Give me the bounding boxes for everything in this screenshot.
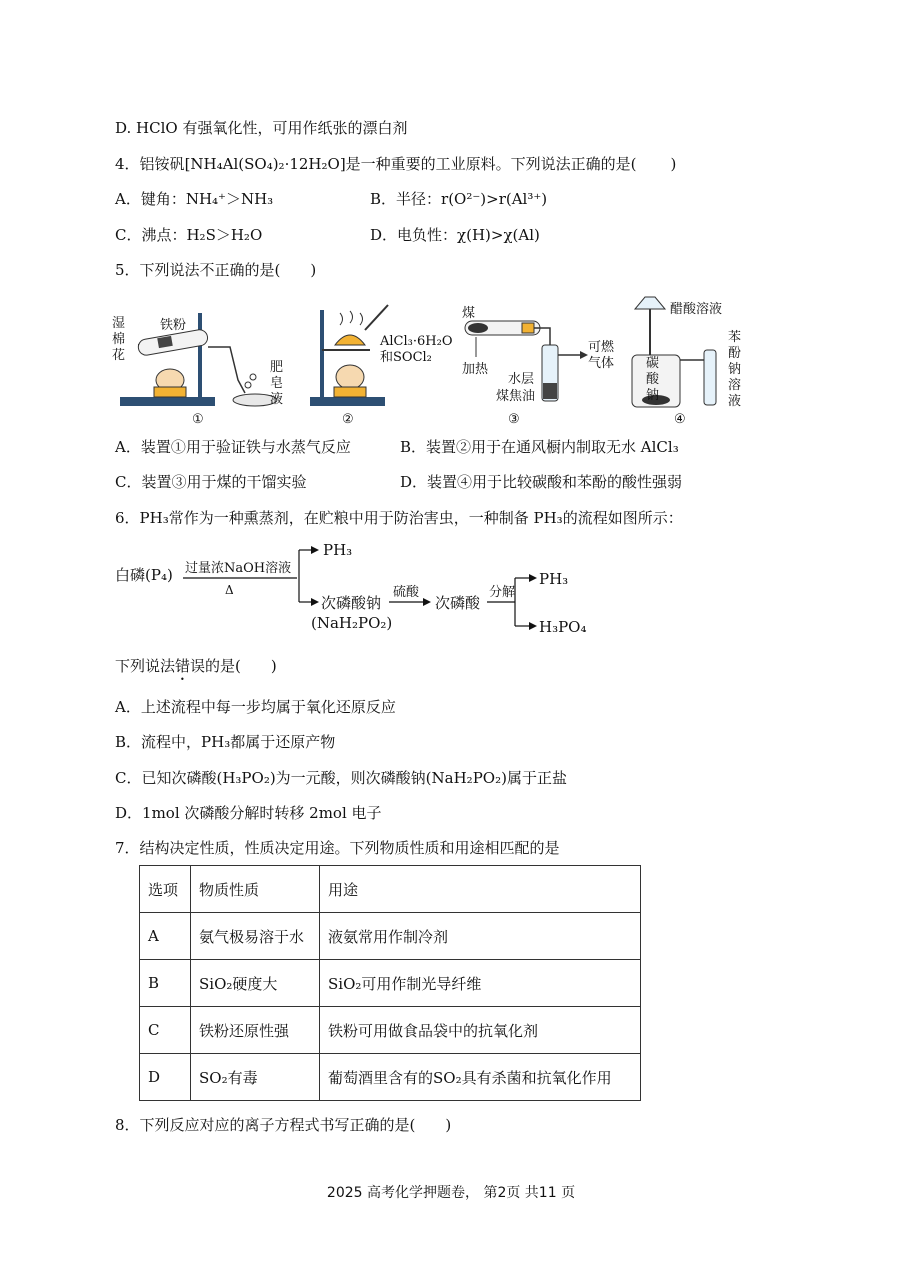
label-reagent-2: 和SOCl₂ bbox=[380, 350, 432, 365]
table-cell: SiO₂可用作制光导纤维 bbox=[320, 960, 641, 1007]
table-row bbox=[140, 913, 641, 960]
label-num-2: ② bbox=[342, 412, 354, 427]
apparatus-4 bbox=[632, 297, 741, 427]
q6-stem: 6．PH₃常作为一种熏蒸剂，在贮粮中用于防治害虫，一种制备 PH₃的流程如图所示： bbox=[115, 509, 683, 527]
q7-stem: 7．结构决定性质，性质决定用途。下列物质性质和用途相匹配的是 bbox=[115, 839, 560, 857]
flow-acid-reagent: 硫酸 bbox=[393, 585, 420, 600]
label-flower: 花 bbox=[112, 348, 126, 363]
table-header: 物质性质 bbox=[191, 866, 320, 913]
table-cell: C bbox=[140, 1007, 191, 1054]
q4-stem-pre: 铝铵矾 bbox=[139, 155, 185, 173]
q4-number: 4． bbox=[115, 155, 140, 173]
page-footer: 2025 高考化学押题卷， 第2页 共11 页 bbox=[326, 1185, 576, 1201]
label-carbonate-3: 钠 bbox=[646, 388, 660, 403]
table-cell: 铁粉可用做食品袋中的抗氧化剂 bbox=[320, 1007, 641, 1054]
table-cell: SO₂有毒 bbox=[191, 1054, 320, 1101]
apparatus-3 bbox=[462, 305, 615, 427]
table-cell: 氨气极易溶于水 bbox=[191, 913, 320, 960]
apparatus-2 bbox=[310, 305, 452, 427]
q6-sub-stem bbox=[115, 656, 277, 676]
q4-stem-post: 是一种重要的工业原料。下列说法正确的是( bbox=[345, 155, 637, 173]
table-header: 用途 bbox=[320, 866, 641, 913]
table-row bbox=[140, 1054, 641, 1101]
flow-heat: Δ bbox=[225, 583, 234, 597]
table-header: 选项 bbox=[140, 866, 191, 913]
q4-option-d: D．电负性：χ(H)>χ(Al) bbox=[370, 226, 540, 244]
table-row bbox=[140, 960, 641, 1007]
label-gas-2: 气体 bbox=[588, 356, 615, 371]
q7-table bbox=[139, 865, 641, 1101]
q4-option-b: B．半径：r(O²⁻)>r(Al³⁺) bbox=[370, 190, 548, 208]
q4-paren-close: ) bbox=[670, 155, 677, 173]
label-phenol-2: 酚 bbox=[728, 346, 742, 361]
label-phenol-5: 液 bbox=[728, 394, 742, 409]
label-carbonate-1: 碳 bbox=[646, 356, 660, 371]
table-cell: A bbox=[140, 913, 191, 960]
label-gas-1: 可燃 bbox=[588, 340, 615, 355]
flow-decomp: 分解 bbox=[489, 585, 516, 600]
apparatus-1 bbox=[112, 313, 283, 427]
q4-option-c: C．沸点：H₂S＞H₂O bbox=[115, 226, 263, 244]
label-wet: 湿 bbox=[112, 316, 126, 331]
q5-apparatus-figure bbox=[110, 285, 760, 430]
q6-option-a: A．上述流程中每一步均属于氧化还原反应 bbox=[115, 698, 396, 716]
table-cell: 葡萄酒里含有的SO₂具有杀菌和抗氧化作用 bbox=[320, 1054, 641, 1101]
q5-option-a: A．装置①用于验证铁与水蒸气反应 bbox=[115, 438, 351, 456]
flow-ph3-b: PH₃ bbox=[539, 570, 569, 588]
flow-salt: 次磷酸钠 bbox=[321, 594, 382, 612]
table-cell: SiO₂硬度大 bbox=[191, 960, 320, 1007]
q6-sub-stem-post: 的是( ) bbox=[205, 657, 277, 675]
q4-stem bbox=[115, 154, 676, 174]
q4-option-a: A．键角：NH₄⁺＞NH₃ bbox=[115, 190, 274, 208]
table-cell: 铁粉还原性强 bbox=[191, 1007, 320, 1054]
label-soap-2: 皂 bbox=[270, 376, 284, 391]
flow-acid: 次磷酸 bbox=[435, 594, 481, 612]
label-phenol-4: 溶 bbox=[728, 378, 742, 393]
q6-sub-stem-pre: 下列说法 bbox=[115, 657, 176, 675]
label-heat: 加热 bbox=[462, 362, 489, 377]
flow-ph3: PH₃ bbox=[323, 541, 353, 559]
q6-sub-stem-mark: 错误 bbox=[175, 657, 206, 675]
label-coal: 煤 bbox=[462, 306, 476, 321]
q4-formula: [NH₄Al(SO₄)₂·12H₂O] bbox=[184, 155, 346, 173]
label-water-layer: 水层 bbox=[508, 372, 535, 387]
table-cell: 液氨常用作制冷剂 bbox=[320, 913, 641, 960]
table-cell: B bbox=[140, 960, 191, 1007]
label-soap-1: 肥 bbox=[270, 360, 284, 375]
table-header-row bbox=[140, 866, 641, 913]
q8-stem: 8．下列反应对应的离子方程式书写正确的是( ) bbox=[115, 1116, 452, 1134]
label-acetic-acid: 醋酸溶液 bbox=[670, 302, 723, 317]
q6-flow-diagram bbox=[115, 540, 605, 640]
q5-option-c: C．装置③用于煤的干馏实验 bbox=[115, 473, 307, 491]
flow-salt-formula: (NaH₂PO₂) bbox=[311, 614, 393, 632]
q5-option-b: B．装置②用于在通风橱内制取无水 AlCl₃ bbox=[400, 438, 679, 456]
q6-option-b: B．流程中，PH₃都属于还原产物 bbox=[115, 733, 336, 751]
label-coal-tar: 煤焦油 bbox=[496, 389, 536, 404]
q6-option-c: C．已知次磷酸(H₃PO₂)为一元酸，则次磷酸钠(NaH₂PO₂)属于正盐 bbox=[115, 769, 567, 787]
label-num-1: ① bbox=[192, 412, 204, 427]
q5-stem: 5．下列说法不正确的是( ) bbox=[115, 261, 317, 279]
label-phenol-1: 苯 bbox=[728, 330, 742, 345]
label-iron-powder: 铁粉 bbox=[160, 318, 187, 333]
table-cell: D bbox=[140, 1054, 191, 1101]
flow-h3po4: H₃PO₄ bbox=[539, 618, 587, 636]
flow-start: 白磷(P₄) bbox=[115, 566, 173, 584]
label-carbonate-2: 酸 bbox=[646, 372, 660, 387]
label-num-4: ④ bbox=[674, 412, 686, 427]
q6-option-d: D．1mol 次磷酸分解时转移 2mol 电子 bbox=[115, 804, 382, 822]
q3-option-d: D. HClO 有强氧化性，可用作纸张的漂白剂 bbox=[115, 119, 408, 137]
q5-option-d: D．装置④用于比较碳酸和苯酚的酸性强弱 bbox=[400, 473, 683, 491]
label-soap-3: 液 bbox=[270, 392, 284, 407]
label-num-3: ③ bbox=[508, 412, 520, 427]
label-phenol-3: 钠 bbox=[728, 362, 742, 377]
label-cotton: 棉 bbox=[112, 332, 126, 347]
label-reagent-1: AlCl₃·6H₂O bbox=[380, 334, 453, 349]
flow-reagent: 过量浓NaOH溶液 bbox=[185, 561, 292, 576]
table-row bbox=[140, 1007, 641, 1054]
